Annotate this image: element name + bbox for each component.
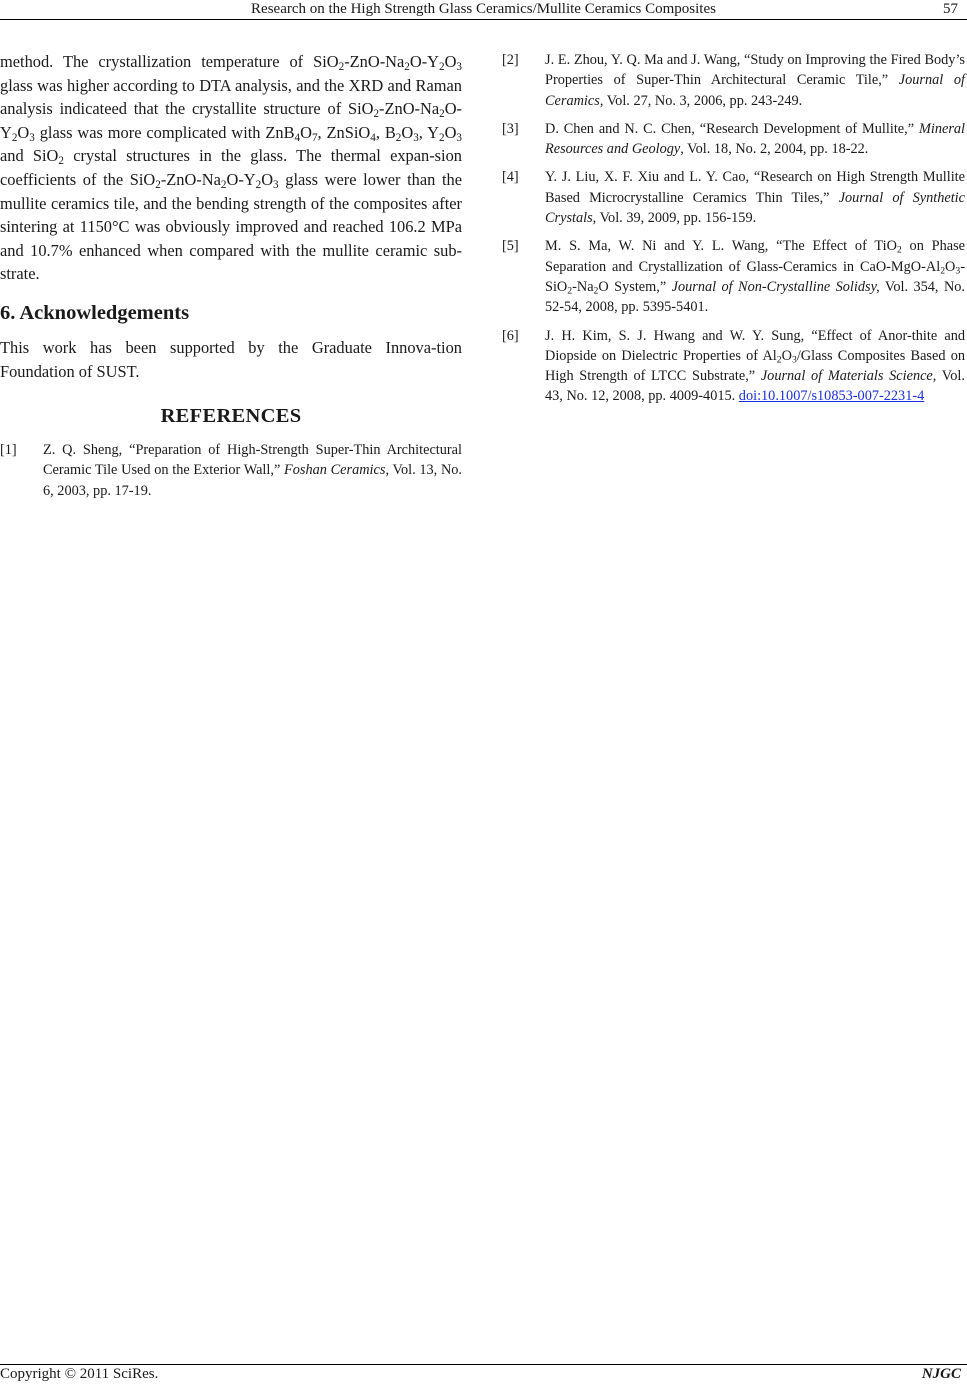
italic-text: Journal of Non-Crystalline Solidsy,: [671, 278, 880, 295]
subscript: 2: [567, 285, 573, 297]
subscript: 2: [155, 179, 161, 192]
subscript: 3: [29, 131, 35, 144]
footer-rule: [0, 1364, 967, 1365]
page-header: [0, 0, 967, 20]
references-heading: REFERENCES: [160, 405, 302, 428]
subscript: 2: [776, 354, 782, 366]
subscript: 4: [370, 131, 376, 144]
reference-number: [6]: [502, 327, 519, 344]
subscript: 2: [439, 108, 445, 121]
reference-item: [502, 50, 965, 111]
subscript: 2: [940, 265, 946, 277]
acknowledgements-text: This work has been supported by the Graduate Innova-tion Foundation of SUST.: [0, 337, 462, 381]
subscript: 4: [294, 131, 301, 144]
reference-number: [3]: [502, 120, 519, 137]
reference-number: [4]: [502, 169, 519, 186]
reference-text: J. H. Kim, S. J. Hwang and W. Y. Sung, “Effect of Anor-thite and Diopside on Dielectric Properties of $Al_2O_3$/Glass Composites Based on High Strength of LTCC Substrate,” Journal of Materials Science, Vol. 43, No. 12, 2008, pp. 4009-4015. doi:10.1007/s10853-007-2231-4: [545, 327, 965, 405]
italic-text: Mineral Resources and Geology: [545, 120, 965, 158]
subscript: 7: [311, 131, 318, 144]
reference-item: [502, 236, 965, 317]
page-footer: [0, 1364, 967, 1386]
subscript: 3: [791, 354, 797, 366]
italic-text: Foshan Ceramics: [284, 462, 386, 479]
left-column: [0, 50, 462, 509]
reference-number: [1]: [0, 442, 17, 459]
subscript: 2: [220, 179, 227, 192]
subscript: 2: [58, 155, 64, 168]
reference-text: J. E. Zhou, Y. Q. Ma and J. Wang, “Study on Improving the Fired Body’s Properties of Super-Thin Architectural Ceramic Tile,” Journal of Ceramics, Vol. 27, No. 3, 2006, pp. 243-249.: [545, 52, 965, 109]
reference-item: [502, 119, 965, 160]
header-rule: [0, 19, 967, 20]
subscript: 2: [395, 131, 402, 144]
subscript: 3: [955, 265, 961, 277]
subscript: 3: [273, 179, 279, 192]
copyright-notice: Copyright © 2011 SciRes.: [0, 1366, 159, 1382]
reference-number: [5]: [502, 238, 519, 255]
page-number: 57: [943, 1, 958, 17]
reference-list-left: [0, 440, 462, 501]
doi-link[interactable]: doi:10.1007/s10853-007-2231-4: [738, 388, 925, 405]
reference-item: [502, 167, 965, 228]
reference-text: Y. J. Liu, X. F. Xiu and L. Y. Cao, “Research on High Strength Mullite Based Microcrystalline Ceramics Thin Tiles,” Journal of Synthetic Crystals, Vol. 39, 2009, pp. 156-159.: [545, 169, 965, 227]
journal-code: NJGC: [921, 1366, 961, 1382]
subscript: 2: [373, 108, 380, 121]
reference-text: Z. Q. Sheng, “Preparation of High-Strength Super-Thin Architectural Ceramic Tile Used on the Exterior Wall,” Foshan Ceramics, Vol. 13, No. 6, 2003, pp. 17-19.: [43, 442, 463, 499]
subscript: 2: [593, 285, 599, 297]
reference-text: M. S. Ma, W. Ni and Y. L. Wang, “The Effect of TiO$_2$ on Phase Separation and Crystallization of Glass-Ceramics in CaO-$MgO-Al_2O_3-SiO_2-Na_2O$ System,” Journal of Non-Crystalline Solidsy, Vol. 354, No. 52-54, 2008, pp. 5395-5401.: [545, 238, 965, 316]
subscript: 2: [439, 61, 445, 74]
subscript: 2: [438, 131, 445, 144]
reference-number: [2]: [502, 52, 519, 68]
italic-text: Journal of Synthetic Crystals,: [545, 189, 965, 227]
subscript: 3: [413, 131, 419, 144]
subscript: 2: [338, 61, 345, 74]
right-column: [502, 50, 965, 415]
running-title: Research on the High Strength Glass Ceramics/Mullite Ceramics Composites: [251, 1, 716, 17]
reference-item: [502, 326, 965, 407]
italic-text: Journal of Materials Science: [760, 368, 933, 385]
conclusion-paragraph: method. The crystallization temperature of $SiO_2-ZnO-Na_2O-Y_2O_3$ glass was higher according to DTA analysis, and the XRD and Raman analysis indicateed that the crystallite structure of $SiO_2-ZnO-Na_2O-Y_2O_3$ glass was more complicated with $ZnB_4O_7$, ZnSiO$_4$, $B_2O_3$, $Y_2O_3$ and SiO$_2$ crystal structures in the glass. The thermal expan-sion coefficients of the $SiO_2-ZnO-Na_2O-Y_2O_3$ glass were lower than the mullite ceramics tile, and the bending strength of the composites after sintering at 1150°C was obviously improved and reached 106.2 MPa and 10.7% enhanced when compared with the mullite ceramic sub-strate.: [0, 52, 462, 284]
subscript: 2: [404, 61, 410, 74]
acknowledgements-heading: 6. Acknowledgements: [0, 301, 190, 324]
subscript: 3: [456, 131, 462, 144]
reference-list-right: [502, 50, 965, 407]
subscript: 2: [896, 245, 902, 257]
reference-text: D. Chen and N. C. Chen, “Research Development of Mullite,” Mineral Resources and Geology, Vol. 18, No. 2, 2004, pp. 18-22.: [545, 120, 965, 158]
subscript: 2: [11, 131, 18, 144]
italic-text: Journal of Ceramics: [545, 72, 965, 109]
subscript: 3: [456, 61, 462, 74]
subscript: 2: [255, 179, 262, 192]
reference-item: [0, 440, 462, 501]
